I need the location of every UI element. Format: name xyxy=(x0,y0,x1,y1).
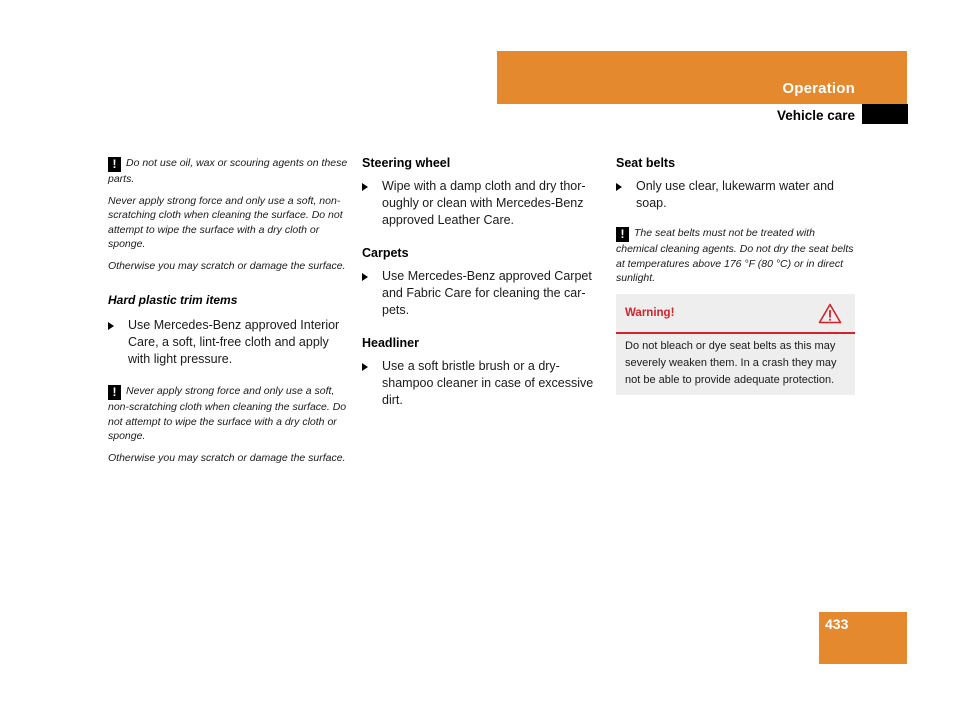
note-block xyxy=(108,384,348,444)
warning-label: Warning! xyxy=(625,306,675,319)
list-item xyxy=(362,358,594,409)
page-number: 433 xyxy=(825,616,849,632)
section-heading-carpets: Carpets xyxy=(362,246,409,260)
column-middle xyxy=(362,156,594,426)
section-heading-steering-wheel: Steering wheel xyxy=(362,156,451,170)
bullet-triangle-icon xyxy=(616,183,622,191)
note-text: Otherwise you may scratch or damage the surface. xyxy=(108,259,346,272)
exclamation-note-icon: ! xyxy=(108,385,121,400)
section-heading-seat-belts: Seat belts xyxy=(616,156,676,170)
list-item-text: Wipe with a damp cloth and dry thor- oughly or clean with Mercedes-Benz approved Leather Care. xyxy=(382,179,586,227)
note-block xyxy=(108,156,348,187)
note-text: Otherwise you may scratch or damage the surface. xyxy=(108,451,346,464)
column-right xyxy=(616,156,856,395)
page-number-box xyxy=(819,612,907,664)
list-item xyxy=(362,268,594,319)
list-item xyxy=(616,178,856,212)
list-item xyxy=(362,178,594,229)
exclamation-note-icon: ! xyxy=(616,227,629,242)
list-item xyxy=(108,317,348,368)
column-left xyxy=(108,156,348,472)
list-item-text: Use Mercedes-Benz approved Interior Care, a soft, lint-free cloth and apply with light pressure. xyxy=(128,318,340,366)
bullet-triangle-icon xyxy=(362,273,368,281)
header-bar xyxy=(497,51,907,104)
warning-triangle-icon xyxy=(818,303,842,324)
note-text: The seat belts must not be treated with chemical cleaning agents. Do not dry the seat belts at temperatures above 176 °F (80 °C) or in direct sunlight. xyxy=(616,227,854,284)
note-text: Do not use oil, wax or scouring agents on these parts. xyxy=(108,157,348,185)
warning-text: Do not bleach or dye seat belts as this may severely weaken them. In a crash they may not be able to provide adequate protection. xyxy=(625,339,837,386)
header-title: Operation xyxy=(782,80,855,97)
warning-box xyxy=(616,294,855,395)
list-item-text: Only use clear, lukewarm water and soap. xyxy=(636,179,835,210)
section-tab-marker xyxy=(862,104,908,124)
warning-header xyxy=(616,294,855,334)
bullet-triangle-icon xyxy=(362,183,368,191)
list-item-text: Use Mercedes-Benz approved Carpet and Fabric Care for cleaning the car- pets. xyxy=(382,269,592,317)
exclamation-note-icon: ! xyxy=(108,157,121,172)
note-block xyxy=(616,226,856,286)
note-text: Never apply strong force and only use a soft, non-scratching cloth when cleaning the surface. Do not attempt to wipe the surface with a dry cloth or sponge. xyxy=(108,385,347,442)
bullet-triangle-icon xyxy=(108,322,114,330)
section-heading-headliner: Headliner xyxy=(362,336,419,350)
bullet-triangle-icon xyxy=(362,363,368,371)
section-heading-hard-plastic: Hard plastic trim items xyxy=(108,293,238,307)
list-item-text: Use a soft bristle brush or a dry-shampoo cleaner in case of excessive dirt. xyxy=(382,359,594,407)
section-subtitle: Vehicle care xyxy=(776,108,855,123)
note-text: Never apply strong force and only use a soft, non-scratching cloth when cleaning the surface. Do not attempt to wipe the surface with a dry cloth or sponge. xyxy=(108,194,343,250)
